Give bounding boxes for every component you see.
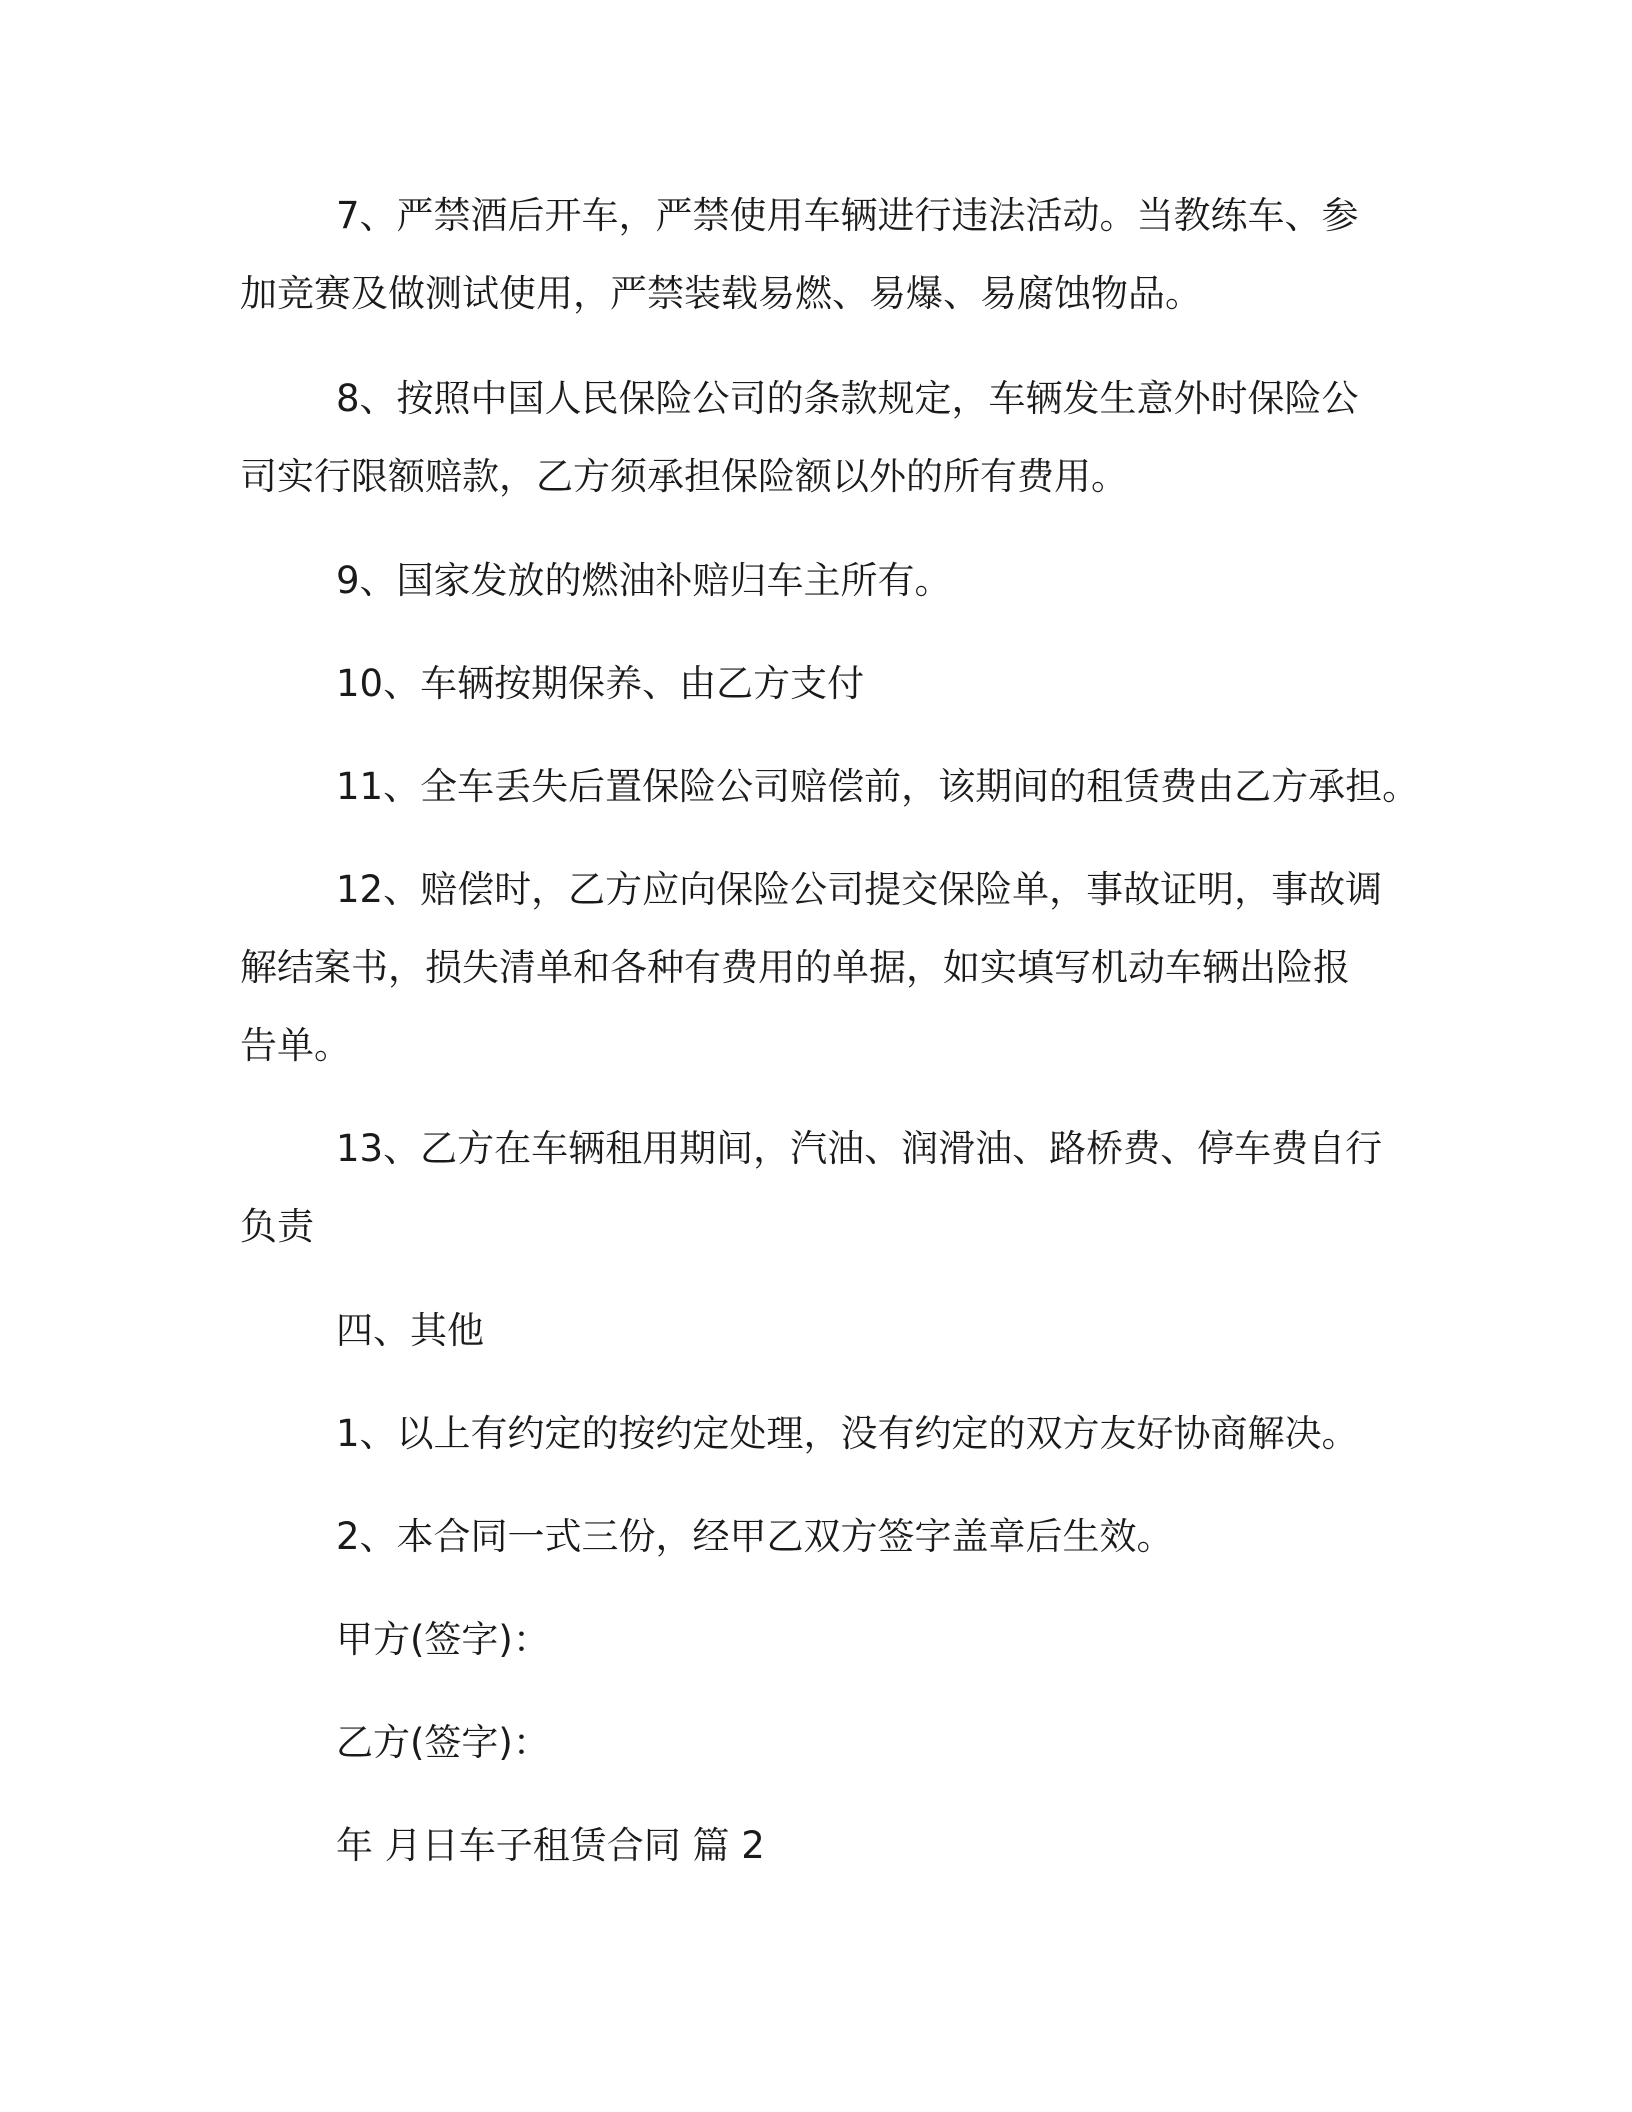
paragraph-clause-9	[240, 542, 1390, 620]
text-line: 告单。	[240, 1024, 351, 1067]
text-line: 四、其他	[336, 1309, 484, 1352]
paragraph-clause-13	[240, 1110, 1390, 1266]
next-contract-heading	[240, 1807, 1390, 1885]
signature-party-b	[240, 1704, 1390, 1782]
text-line: 甲方(签字)：	[336, 1618, 550, 1661]
text-line: 11、全车丢失后置保险公司赔偿前，该期间的租赁费由乙方承担。	[336, 765, 1420, 808]
paragraph-clause-11	[240, 748, 1420, 826]
signature-party-a	[240, 1601, 1390, 1679]
paragraph-clause-8	[240, 360, 1390, 516]
text-line: 司实行限额赔款，乙方须承担保险额以外的所有费用。	[240, 455, 1128, 498]
text-line: 7、严禁酒后开车，严禁使用车辆进行违法活动。当教练车、参	[336, 194, 1359, 237]
section-heading-other	[240, 1292, 1390, 1370]
text-line: 13、乙方在车辆租用期间，汽油、润滑油、路桥费、停车费自行	[336, 1127, 1383, 1170]
text-line: 解结案书，损失清单和各种有费用的单据，如实填写机动车辆出险报	[240, 946, 1350, 989]
text-line: 加竞赛及做测试使用，严禁装载易燃、易爆、易腐蚀物品。	[240, 272, 1202, 315]
paragraph-clause-10	[240, 645, 1390, 723]
text-line: 1、以上有约定的按约定处理，没有约定的双方友好协商解决。	[336, 1412, 1359, 1455]
text-line: 年 月日车子租赁合同 篇 2	[336, 1824, 765, 1867]
text-line: 8、按照中国人民保险公司的条款规定，车辆发生意外时保险公	[336, 377, 1359, 420]
text-line: 负责	[240, 1205, 314, 1248]
text-line: 9、国家发放的燃油补赔归车主所有。	[336, 559, 952, 602]
text-line: 2、本合同一式三份，经甲乙双方签字盖章后生效。	[336, 1515, 1174, 1558]
paragraph-clause-7	[240, 177, 1390, 333]
paragraph-other-2	[240, 1498, 1390, 1576]
paragraph-other-1	[240, 1395, 1390, 1473]
text-line: 乙方(签字)：	[336, 1721, 550, 1764]
text-line: 10、车辆按期保养、由乙方支付	[336, 662, 865, 705]
paragraph-clause-12	[240, 851, 1390, 1085]
text-line: 12、赔偿时，乙方应向保险公司提交保险单，事故证明，事故调	[336, 868, 1383, 911]
